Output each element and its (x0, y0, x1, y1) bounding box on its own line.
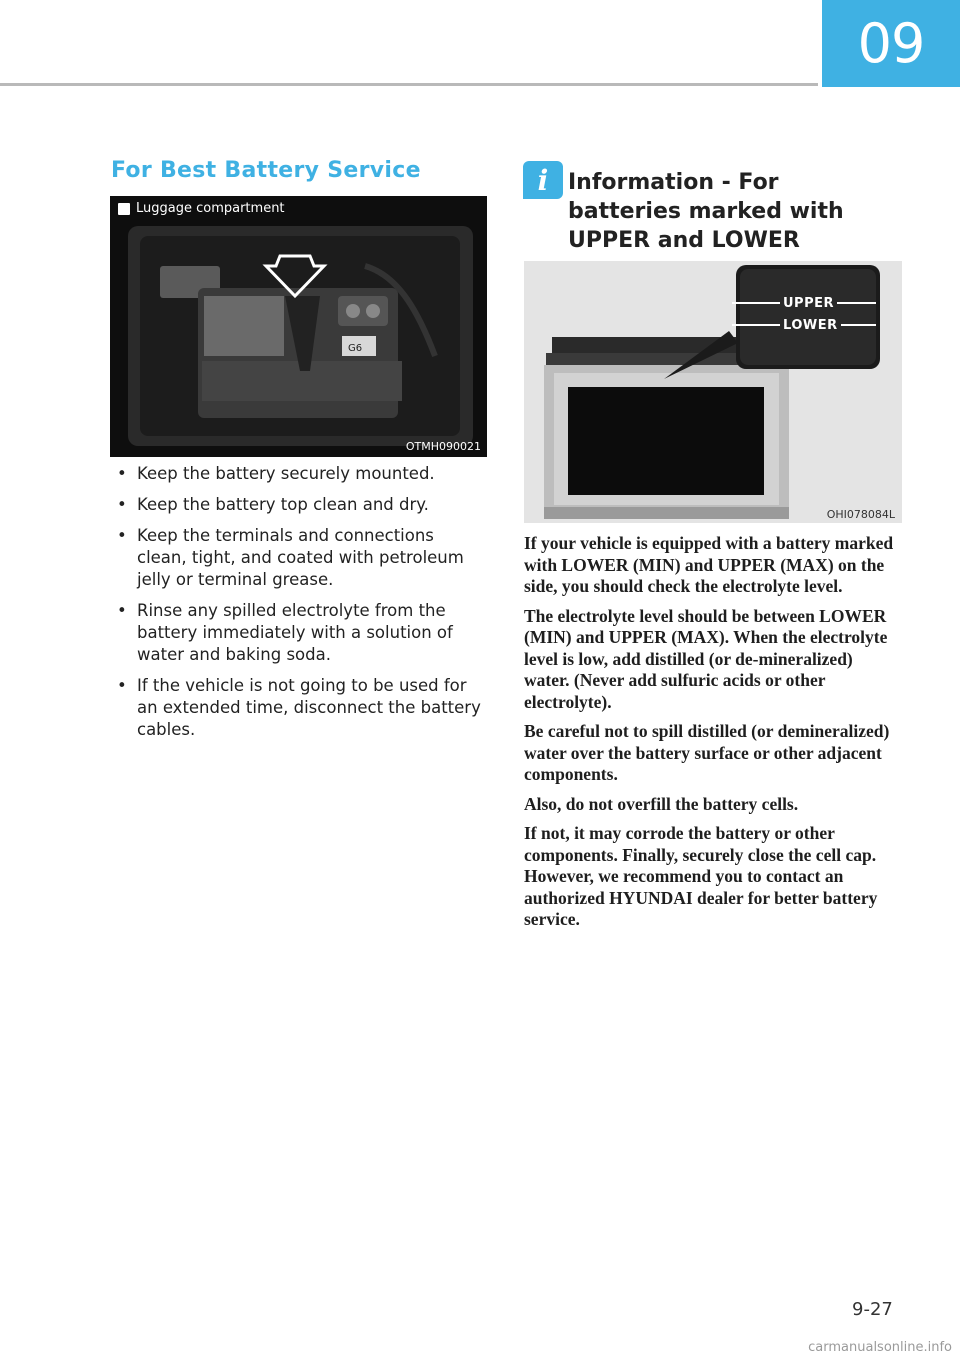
header-rule (0, 83, 818, 86)
info-paragraph: If your vehicle is equipped with a battery marked with LOWER (MIN) and UPPER (MAX) on the side, you should check the electrolyte level. (524, 533, 894, 596)
info-body (524, 533, 902, 939)
list-item: • If the vehicle is not going to be used for an extended time, disconnect the battery cables. (114, 675, 486, 741)
battery-photo-illustration (110, 196, 487, 457)
caption-square-icon (118, 203, 130, 215)
page-number: 9-27 (852, 1299, 893, 1320)
battery-level-drawing (524, 261, 902, 523)
photo-code: OHI078084L (826, 508, 895, 521)
photo-caption-text: Luggage compartment (136, 201, 285, 216)
info-title: Information - For batteries marked with UPPER and LOWER (568, 170, 844, 253)
photo-code: OTMH090021 (405, 440, 481, 453)
list-item: • Keep the terminals and connections clean, tight, and coated with petroleum jelly or terminal grease. (114, 525, 486, 591)
battery-label-text: G6 (348, 343, 363, 354)
info-paragraph: The electrolyte level should be between LOWER (MIN) and UPPER (MAX). When the electrolyte level is low, add distilled (or de-mineralized) water. (Never add sulfuric acids or other electrolyte). (524, 605, 888, 712)
info-paragraph: Also, do not overfill the battery cells. (524, 793, 799, 814)
list-item: • Keep the battery top clean and dry. (114, 494, 486, 516)
lower-label: LOWER (780, 318, 841, 333)
list-item: • Rinse any spilled electrolyte from the battery immediately with a solution of water and baking soda. (114, 600, 486, 666)
section-title: For Best Battery Service (111, 158, 421, 183)
watermark: carmanualsonline.info (808, 1340, 952, 1355)
info-icon: i (523, 161, 563, 199)
battery-photo (110, 196, 487, 457)
battery-tips-list (114, 463, 486, 750)
battery-level-illustration (524, 261, 902, 523)
chapter-number: 09 (857, 12, 925, 75)
chapter-tab (822, 0, 960, 87)
list-item: • Keep the battery securely mounted. (114, 463, 486, 485)
info-paragraph: Be careful not to spill distilled (or demineralized) water over the battery surface or other adjacent components. (524, 721, 890, 784)
photo-caption (118, 201, 285, 216)
upper-label: UPPER (780, 296, 837, 311)
info-paragraph: If not, it may corrode the battery or other components. Finally, securely close the cell cap. However, we recommend you to contact an authorized HYUNDAI dealer for better battery service. (524, 823, 878, 929)
